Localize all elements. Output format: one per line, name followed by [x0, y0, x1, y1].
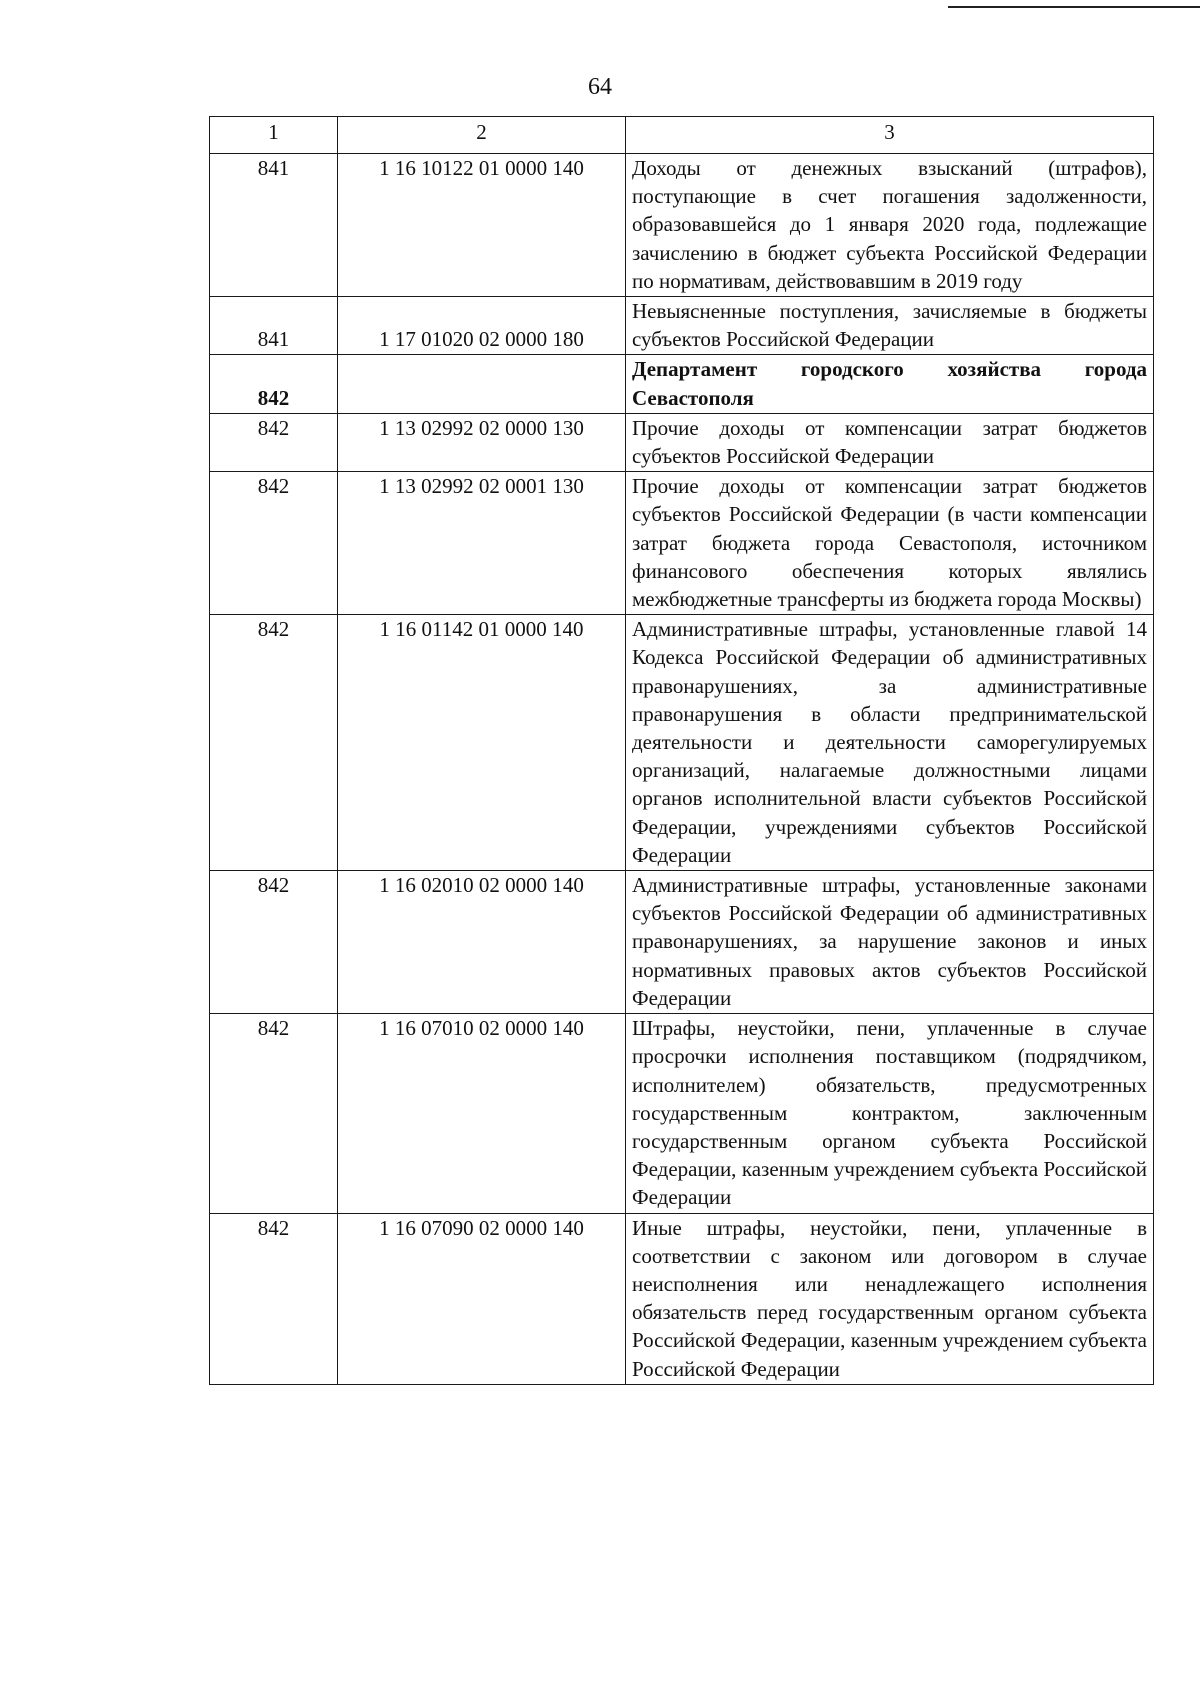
- table-row: [210, 615, 1154, 871]
- admin-code: 841: [210, 154, 338, 297]
- revenue-description: Штрафы, неустойки, пени, уплаченные в случае просрочки исполнения поставщиком (подрядчиком, исполнителем) обязательств, предусмотренных государственным контрактом, заключенным государственным органом субъекта Российской Федерации, казенным учреждением субъекта Российской Федерации: [626, 1014, 1154, 1213]
- header-col-2: 2: [338, 117, 626, 154]
- budget-code: 1 16 10122 01 0000 140: [338, 154, 626, 297]
- budget-code: 1 17 01020 02 0000 180: [338, 297, 626, 355]
- table-row: [210, 1014, 1154, 1213]
- budget-code: [338, 355, 626, 413]
- table-header-row: [210, 117, 1154, 154]
- budget-code: 1 16 07010 02 0000 140: [338, 1014, 626, 1213]
- table-row: [210, 871, 1154, 1014]
- admin-code: 842: [210, 472, 338, 615]
- revenue-description: Иные штрафы, неустойки, пени, уплаченные в соответствии с законом или договором в случае неисполнения или ненадлежащего исполнения обязательств перед государственным органом субъекта Российской Федерации, казенным учреждением субъекта Российской Федерации: [626, 1213, 1154, 1384]
- budget-code: 1 16 01142 01 0000 140: [338, 615, 626, 871]
- revenue-description: Прочие доходы от компенсации затрат бюджетов субъектов Российской Федерации: [626, 413, 1154, 471]
- admin-code: 842: [210, 1014, 338, 1213]
- header-col-1: 1: [210, 117, 338, 154]
- admin-code: 841: [210, 297, 338, 355]
- table-row: [210, 154, 1154, 297]
- revenue-description: Невыясненные поступления, зачисляемые в бюджеты субъектов Российской Федерации: [626, 297, 1154, 355]
- table-row: [210, 297, 1154, 355]
- revenue-description: Доходы от денежных взысканий (штрафов), поступающие в счет погашения задолженности, образовавшейся до 1 января 2020 года, подлежащие зачислению в бюджет субъекта Российской Федерации по нормативам, действовавшим в 2019 году: [626, 154, 1154, 297]
- header-col-3: 3: [626, 117, 1154, 154]
- revenue-description: Прочие доходы от компенсации затрат бюджетов субъектов Российской Федерации (в части компенсации затрат бюджета города Севастополя, источником финансового обеспечения которых являлись межбюджетные трансферты из бюджета города Москвы): [626, 472, 1154, 615]
- table-row: [210, 1213, 1154, 1384]
- page-number: 64: [588, 74, 612, 100]
- revenue-description: Административные штрафы, установленные главой 14 Кодекса Российской Федерации об административных правонарушениях, за административные правонарушения в области предпринимательской деятельности и деятельности саморегулируемых организаций, налагаемые должностными лицами органов исполнительной власти субъектов Российской Федерации, учреждениями субъектов Российской Федерации: [626, 615, 1154, 871]
- budget-code: 1 13 02992 02 0001 130: [338, 472, 626, 615]
- admin-code: 842: [210, 1213, 338, 1384]
- revenue-codes-table: [209, 116, 1154, 1385]
- top-rule: [948, 6, 1200, 8]
- admin-code: 842: [210, 615, 338, 871]
- admin-code: 842: [210, 871, 338, 1014]
- budget-code: 1 16 07090 02 0000 140: [338, 1213, 626, 1384]
- department-name: Департамент городского хозяйства города Севастополя: [626, 355, 1154, 413]
- budget-code: 1 16 02010 02 0000 140: [338, 871, 626, 1014]
- table-row-department: [210, 355, 1154, 413]
- admin-code: 842: [210, 413, 338, 471]
- revenue-description: Административные штрафы, установленные законами субъектов Российской Федерации об административных правонарушениях, за нарушение законов и иных нормативных правовых актов субъектов Российской Федерации: [626, 871, 1154, 1014]
- admin-code: 842: [210, 355, 338, 413]
- table-row: [210, 413, 1154, 471]
- table-row: [210, 472, 1154, 615]
- budget-code: 1 13 02992 02 0000 130: [338, 413, 626, 471]
